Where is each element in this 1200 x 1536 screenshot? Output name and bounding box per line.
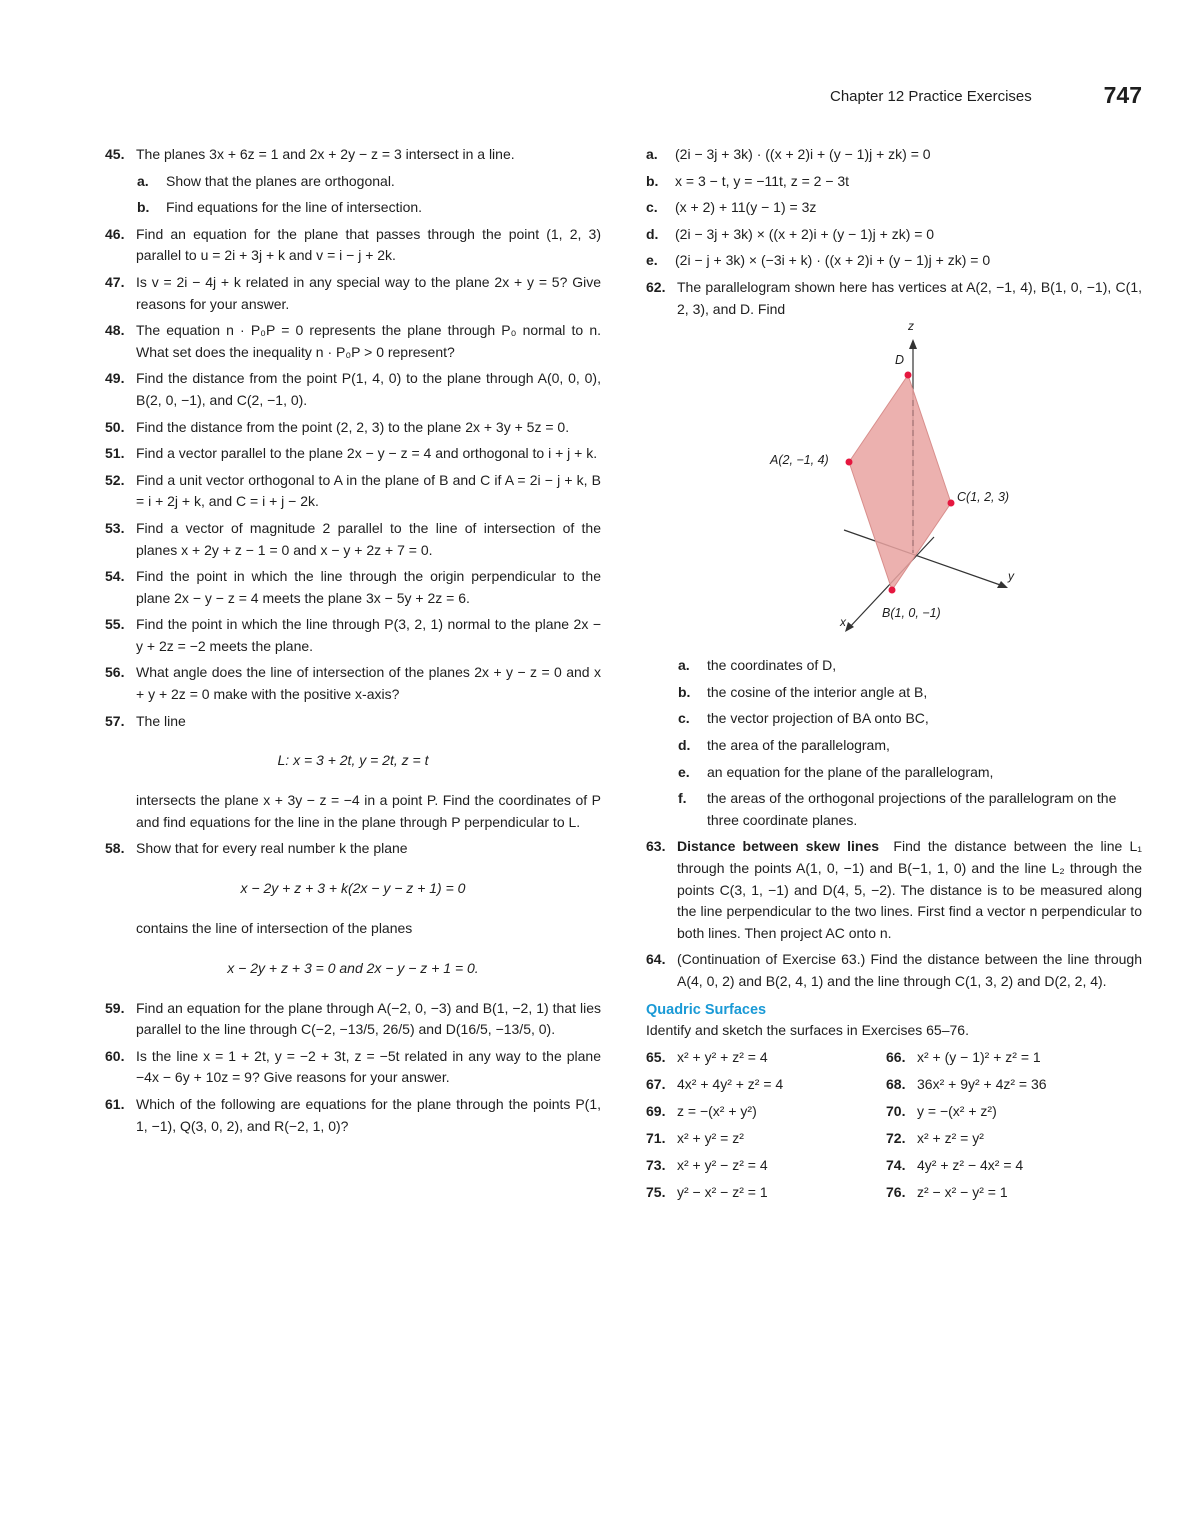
exercise-number: 68. [886, 1076, 906, 1093]
exercise-equation: 4x² + 4y² + z² = 4 [677, 1076, 784, 1093]
problem-text: The planes 3x + 6z = 1 and 2x + 2y − z = 3 intersect in a line. [136, 146, 515, 162]
chapter-heading [830, 88, 1032, 105]
sub-letter: b. [646, 172, 659, 189]
problem-number: 48. [105, 322, 125, 339]
point-B [889, 587, 896, 594]
problem-62c [678, 708, 1142, 730]
sub-text: the areas of the orthogonal projections of the parallelogram on the three coordinate planes. [707, 790, 1117, 828]
problem-text: (Continuation of Exercise 63.) Find the distance between the line through A(4, 0, 2) and B(2, 4, 1) and the line through C(1, 3, 2) and D(2, 2, 4). [677, 951, 1142, 989]
axis-label-z: z [908, 319, 914, 334]
problem-text: Find the point in which the line through the origin perpendicular to the plane 2x − y − z = 4 meets the plane 3x − 5y + 2z = 6. [136, 568, 601, 606]
problem-text: Find a vector of magnitude 2 parallel to the line of intersection of the planes x + 2y + z − 1 = 0 and x − y + 2z + 7 = 0. [136, 519, 601, 558]
exercise-74 [886, 1154, 1142, 1177]
problem-text: The parallelogram shown here has vertices at A(2, −1, 4), B(1, 0, −1), C(1, 2, 3), and D. Find [677, 278, 1142, 317]
problem-number: 55. [105, 616, 125, 633]
sub-text: (2i − 3j + 3k) × ((x + 2)i + (y − 1)j + zk) = 0 [675, 225, 935, 242]
exercise-65 [646, 1046, 886, 1069]
problem-55 [105, 614, 601, 657]
exercise-number: 67. [646, 1076, 666, 1093]
problem-number: 49. [105, 370, 125, 387]
exercise-67 [646, 1073, 886, 1096]
problem-58 [105, 838, 601, 860]
problem-text: Is the line x = 1 + 2t, y = −2 + 3t, z = −5t related in any way to the plane −4x − 6y + 10z = 9? Give reasons for your answer. [136, 1047, 601, 1086]
problem-61c [646, 197, 1142, 219]
problem-54 [105, 566, 601, 609]
problem-61b [646, 171, 1142, 193]
problem-61d [646, 224, 1142, 246]
sub-letter: a. [646, 146, 658, 162]
exercise-number: 76. [886, 1184, 906, 1201]
problem-57-continued: intersects the plane x + 3y − z = −4 in a point P. Find the coordinates of P and find equations for the line in the plane through P perpendicular to L. [136, 792, 601, 830]
exercise-number: 73. [646, 1157, 666, 1174]
problem-text: Find an equation for the plane through A(−2, 0, −3) and B(1, −2, 1) that lies parallel to the line through C(−2, −13/5, 26/5) and D(16/5, −13/5, 0). [136, 999, 601, 1038]
chapter-label: Chapter 12 [830, 88, 905, 105]
exercise-73 [646, 1154, 886, 1177]
section-intro: Identify and sketch the surfaces in Exercises 65–76. [646, 1022, 969, 1039]
point-D [905, 372, 912, 379]
problem-text: Find the distance from the point (2, 2, 3) to the plane 2x + 3y + 5z = 0. [136, 418, 570, 435]
problem-text: Is v = 2i − 4j + k related in any special way to the plane 2x + y = 5? Give reasons for your answer. [136, 273, 601, 312]
problem-text: Find a vector parallel to the plane 2x − y − z = 4 and orthogonal to i + j + k. [136, 445, 598, 462]
label-B: B(1, 0, −1) [882, 606, 941, 621]
problem-number: 52. [105, 471, 125, 488]
problem-49 [105, 368, 601, 411]
quadric-list [646, 1046, 1142, 1204]
problem-62a [678, 655, 1142, 677]
right-column [646, 144, 1142, 1204]
sub-text: (x + 2) + 11(y − 1) = 3z [675, 199, 817, 216]
sub-letter: a. [137, 172, 149, 189]
problem-52 [105, 470, 601, 513]
problem-58-equation: x − 2y + z + 3 + k(2x − y − z + 1) = 0 [240, 880, 466, 897]
problem-text: The line [136, 712, 186, 729]
exercise-68 [886, 1073, 1142, 1096]
problem-62b [678, 682, 1142, 704]
exercise-number: 69. [646, 1103, 666, 1120]
problem-number: 46. [105, 225, 125, 242]
problem-text: What angle does the line of intersection of the planes 2x + y − z = 0 and x + y + 2z = 0 make with the positive x-axis? [136, 664, 601, 703]
problem-number: 58. [105, 840, 125, 857]
problem-number: 62. [646, 278, 666, 295]
page-number: 747 [1103, 82, 1142, 108]
problem-62d [678, 735, 1142, 757]
parallelogram-figure [646, 319, 1142, 655]
problem-number: 64. [646, 951, 666, 968]
problem-45b [137, 197, 601, 219]
problem-number: 51. [105, 445, 125, 462]
problem-text: Which of the following are equations for the plane through the points P(1, 1, −1), Q(3, 0, 2), and R(−2, 1, 0)? [136, 1096, 601, 1134]
problem-62 [646, 277, 1142, 320]
exercise-number: 75. [646, 1184, 666, 1201]
problem-58-middle: contains the line of intersection of the planes [136, 920, 413, 937]
sub-letter: a. [678, 657, 690, 674]
problem-number: 54. [105, 568, 125, 585]
problem-60 [105, 1046, 601, 1089]
exercise-equation: y² − x² − z² = 1 [677, 1184, 768, 1201]
sub-text: Find equations for the line of intersection. [166, 199, 423, 216]
problem-text: Find the point in which the line through P(3, 2, 1) normal to the plane 2x − y + 2z = −2 meets the plane. [136, 616, 601, 654]
exercise-70 [886, 1100, 1142, 1123]
axis-label-x: x [840, 615, 846, 630]
axis-label-y: y [1008, 569, 1014, 584]
problem-50 [105, 417, 601, 439]
problem-number: 53. [105, 519, 125, 536]
exercise-75 [646, 1181, 886, 1204]
problem-47 [105, 272, 601, 315]
problem-61a [646, 144, 1142, 166]
label-C: C(1, 2, 3) [957, 490, 1010, 505]
exercise-66 [886, 1046, 1142, 1069]
problem-text: Show that for every real number k the plane [136, 840, 408, 857]
label-A: A(2, −1, 4) [770, 453, 829, 468]
problem-62f [678, 788, 1142, 831]
label-D: D [895, 353, 905, 368]
section-heading: Quadric Surfaces [646, 1002, 767, 1019]
problem-number: 61. [105, 1096, 125, 1112]
problem-number: 56. [105, 664, 125, 681]
exercise-number: 65. [646, 1049, 666, 1066]
problem-58-equation-2: x − 2y + z + 3 = 0 and 2x − y − z + 1 = 0. [227, 959, 479, 976]
sub-text: the area of the parallelogram, [707, 736, 890, 753]
problem-57-equation: L: x = 3 + 2t, y = 2t, z = t [277, 752, 429, 769]
problem-48 [105, 320, 601, 363]
problem-text: Find the distance from the point P(1, 4, 0) to the plane through A(0, 0, 0), B(2, 0, −1), and C(2, −1, 0). [136, 370, 601, 408]
problem-63-title: Distance between skew lines [677, 838, 880, 855]
problem-61e [646, 250, 1142, 272]
problem-text: Find the distance between the line L₁ through the points A(1, 0, −1) and B(−1, 1, 0) and the line L₂ through the points C(3, 1, −1) and D(4, 5, −2). The distance is to be measured along the line perpendicular to the two lines. First find a vector n perpendicular to both lines. Then project AC onto n. [677, 838, 1143, 941]
problem-46 [105, 224, 601, 267]
sub-text: an equation for the plane of the parallelogram, [707, 763, 994, 780]
problem-text: Find an equation for the plane that passes through the point (1, 2, 3) parallel to u = 2i + 3j + k and v = i − j + 2k. [136, 225, 601, 264]
sub-letter: e. [646, 252, 658, 269]
sub-letter: d. [646, 225, 659, 242]
point-C [948, 500, 955, 507]
exercise-equation: x² + (y − 1)² + z² = 1 [917, 1049, 1041, 1066]
sub-text: x = 3 − t, y = −11t, z = 2 − 3t [675, 172, 850, 189]
problem-45 [105, 144, 601, 166]
sub-text: the vector projection of BA onto BC, [707, 710, 929, 727]
problem-text: The equation n · P₀P = 0 represents the plane through P₀ normal to n. What set does the inequality n · P₀P > 0 represent? [136, 322, 601, 360]
exercise-equation: x² + z² = y² [917, 1130, 984, 1147]
problem-51 [105, 443, 601, 465]
exercise-69 [646, 1100, 886, 1123]
sub-letter: c. [678, 710, 690, 727]
sub-letter: c. [646, 199, 658, 216]
problem-number: 63. [646, 838, 666, 855]
problem-62e [678, 762, 1142, 784]
exercise-equation: z² − x² − y² = 1 [917, 1184, 1008, 1201]
point-A [846, 459, 853, 466]
exercise-equation: x² + y² = z² [677, 1130, 744, 1147]
sub-letter: e. [678, 763, 690, 780]
exercise-equation: x² + y² + z² = 4 [677, 1049, 768, 1066]
sub-text: (2i − j + 3k) × (−3i + k) · ((x + 2)i + (y − 1)j + zk) = 0 [675, 252, 991, 269]
problem-53 [105, 518, 601, 561]
exercise-71 [646, 1127, 886, 1150]
exercise-number: 66. [886, 1049, 906, 1066]
problem-59 [105, 998, 601, 1041]
problem-56 [105, 662, 601, 705]
sub-text: (2i − 3j + 3k) · ((x + 2)i + (y − 1)j + zk) = 0 [675, 146, 931, 162]
problem-57 [105, 711, 601, 733]
exercise-equation: 36x² + 9y² + 4z² = 36 [917, 1076, 1047, 1093]
left-column [105, 144, 601, 1142]
exercise-equation: x² + y² − z² = 4 [677, 1157, 768, 1174]
exercise-equation: 4y² + z² − 4x² = 4 [917, 1157, 1024, 1174]
problem-number: 57. [105, 712, 125, 729]
problem-63 [646, 836, 1142, 944]
page-header [830, 82, 1142, 112]
sub-text: the coordinates of D, [707, 657, 837, 674]
exercise-number: 72. [886, 1130, 906, 1147]
problem-64 [646, 949, 1142, 992]
problem-number: 50. [105, 418, 125, 435]
problem-number: 45. [105, 146, 125, 162]
problem-61 [105, 1094, 601, 1137]
sub-text: the cosine of the interior angle at B, [707, 683, 928, 700]
problem-number: 59. [105, 999, 125, 1016]
parallelogram-face [849, 375, 951, 590]
exercise-number: 74. [886, 1157, 906, 1174]
sub-letter: b. [678, 683, 691, 700]
problem-45a [137, 171, 601, 193]
z-axis-arrow [909, 339, 917, 349]
exercise-number: 70. [886, 1103, 906, 1120]
sub-letter: b. [137, 199, 150, 216]
exercise-equation: y = −(x² + z²) [917, 1103, 997, 1120]
problem-number: 47. [105, 273, 125, 290]
sub-letter: f. [678, 790, 687, 807]
exercise-76 [886, 1181, 1142, 1204]
exercise-equation: z = −(x² + y²) [677, 1103, 757, 1120]
chapter-title: Practice Exercises [908, 88, 1032, 105]
problem-number: 60. [105, 1047, 125, 1064]
sub-letter: d. [678, 736, 691, 753]
sub-text: Show that the planes are orthogonal. [166, 172, 395, 189]
exercise-72 [886, 1127, 1142, 1150]
problem-text: Find a unit vector orthogonal to A in the plane of B and C if A = 2i − j + k, B = i + 2j + k, and C = i + j − 2k. [136, 471, 601, 510]
exercise-number: 71. [646, 1130, 666, 1147]
